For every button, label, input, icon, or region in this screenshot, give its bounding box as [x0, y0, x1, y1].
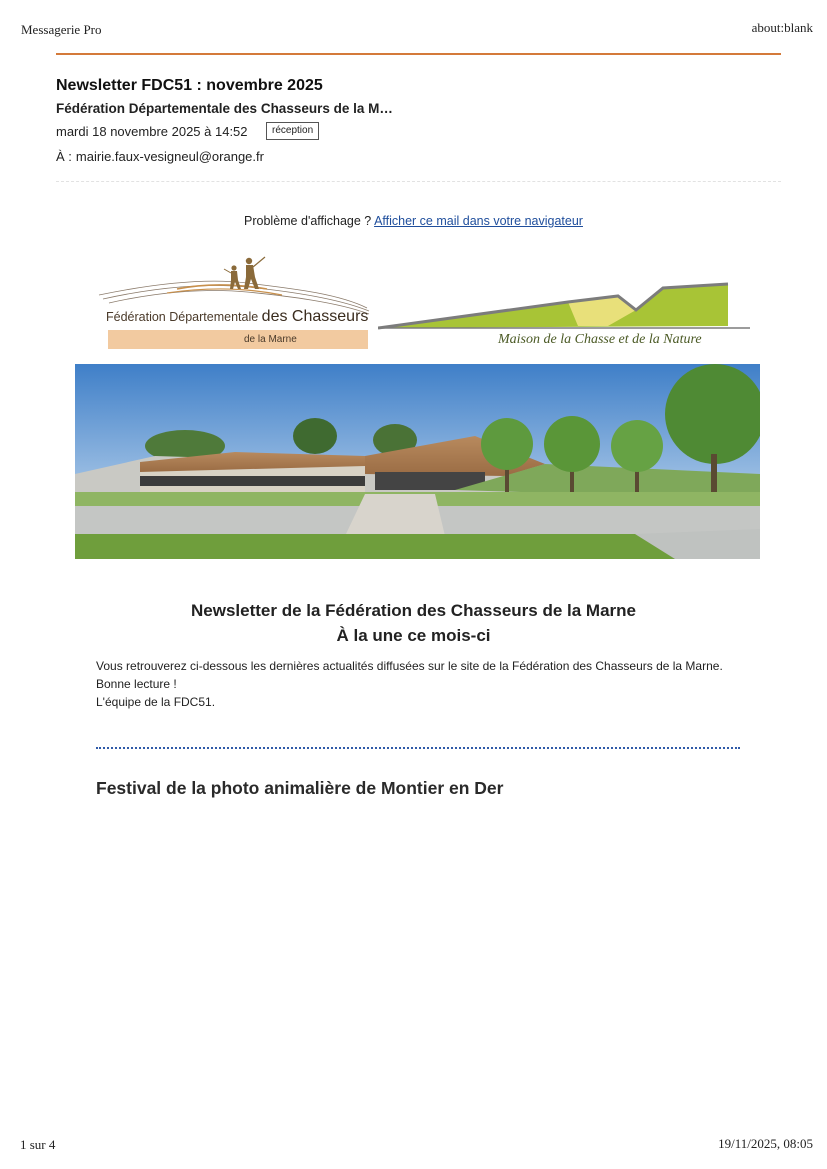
intro-signature: L'équipe de la FDC51.	[96, 695, 216, 709]
fdc-logo-line1: Fédération Départementale	[106, 310, 259, 324]
fdc-logo-line2: de la Marne	[244, 334, 297, 345]
email-recipient-row	[56, 149, 264, 164]
fdc-logo-text	[106, 308, 368, 326]
building-illustration	[75, 364, 760, 559]
intro-paragraph: Vous retrouverez ci-dessous les dernières actualités diffusées sur le site de la Fédération des Chasseurs de la Marne.	[96, 659, 723, 673]
display-problem-line	[0, 214, 827, 228]
intro-block	[96, 657, 736, 711]
print-timestamp: 19/11/2025, 08:05	[718, 1136, 813, 1151]
email-sender[interactable]: Fédération Départementale des Chasseurs de la M…	[56, 101, 393, 116]
header-divider	[56, 53, 781, 55]
folder-badge[interactable]: réception	[266, 122, 319, 140]
recipient-label: À :	[56, 149, 72, 164]
display-problem-text: Problème d'affichage ?	[244, 214, 372, 228]
fdc-logo-band	[108, 330, 368, 349]
email-date: mardi 18 novembre 2025 à 14:52	[56, 124, 248, 139]
maison-logo-graphic	[378, 282, 752, 336]
view-in-browser-link[interactable]: Afficher ce mail dans votre navigateur	[374, 214, 583, 228]
recipient-address[interactable]: mairie.faux-vesigneul@orange.fr	[75, 149, 264, 164]
print-app-title: Messagerie Pro	[21, 22, 102, 37]
fdc-logo-line1-big: des Chasseurs	[261, 308, 369, 325]
intro-greeting: Bonne lecture !	[96, 677, 177, 691]
newsletter-title: Newsletter de la Fédération des Chasseurs de la Marne	[191, 601, 636, 620]
section-divider	[96, 747, 740, 749]
email-subject: Newsletter FDC51 : novembre 2025	[56, 77, 323, 94]
section-heading[interactable]: Festival de la photo animalière de Montier en Der	[96, 778, 504, 798]
print-url: about:blank	[751, 20, 813, 35]
maison-logo-text: Maison de la Chasse et de la Nature	[498, 332, 702, 347]
newsletter-subtitle: À la une ce mois-ci	[336, 626, 491, 645]
header-body-divider	[56, 181, 781, 182]
print-page-number: 1 sur 4	[20, 1137, 56, 1152]
